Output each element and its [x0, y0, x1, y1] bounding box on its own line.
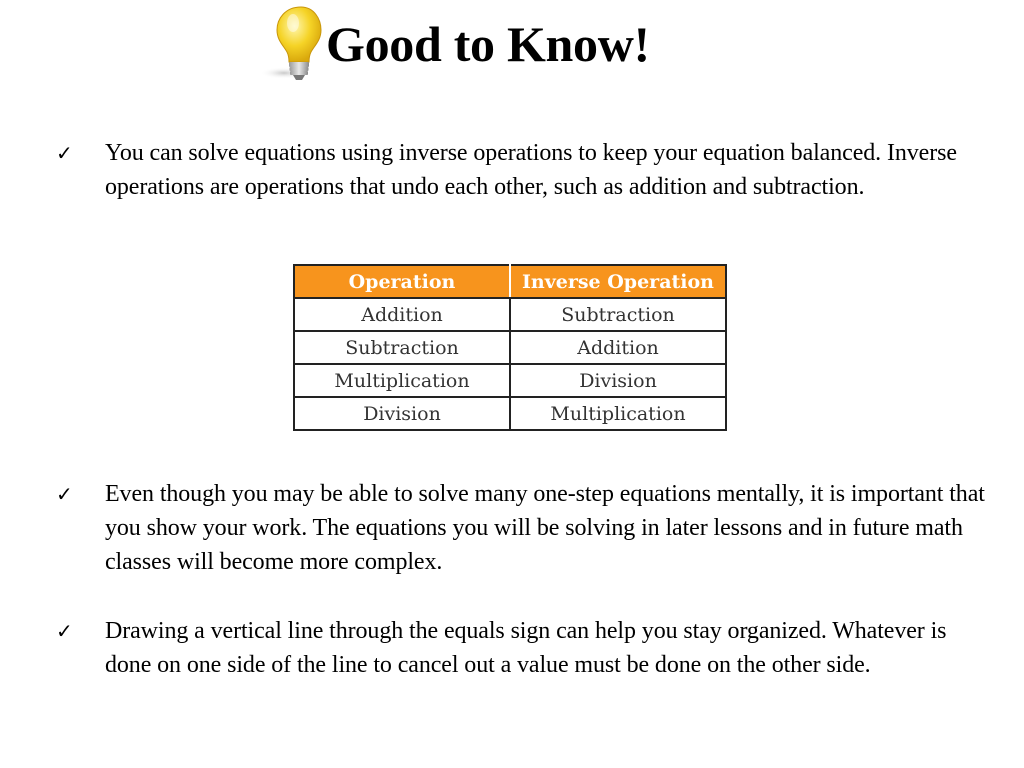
checkmark-icon: ✓ — [56, 141, 73, 165]
table-cell: Division — [510, 364, 726, 397]
title-area — [258, 2, 650, 86]
table-cell: Addition — [294, 298, 510, 331]
checkmark-icon: ✓ — [56, 482, 73, 506]
table-row — [294, 331, 726, 364]
table-cell: Subtraction — [510, 298, 726, 331]
inverse-operations-table — [293, 264, 727, 431]
table-cell: Subtraction — [294, 331, 510, 364]
bullet-text-1: You can solve equations using inverse operations to keep your equation balanced. Inverse operations are operations that undo each other, such as addition and subtraction. — [105, 140, 957, 200]
table-header-row — [294, 265, 726, 298]
table-cell: Multiplication — [294, 364, 510, 397]
table-row — [294, 364, 726, 397]
column-header-operation: Operation — [294, 265, 510, 298]
table-row — [294, 298, 726, 331]
bullet-text-3: Drawing a vertical line through the equals sign can help you stay organized. Whatever is done on one side of the line to cancel out a value must be done on the other side. — [105, 618, 947, 678]
table-cell: Multiplication — [510, 397, 726, 430]
page-title: Good to Know! — [326, 16, 650, 72]
table-cell: Addition — [510, 331, 726, 364]
bullet-text-2: Even though you may be able to solve many one-step equations mentally, it is important that you show your work. The equations you will be solving in later lessons and in future math classes will become more complex. — [105, 481, 985, 575]
table-cell: Division — [294, 397, 510, 430]
checkmark-icon: ✓ — [56, 619, 73, 643]
table-row — [294, 397, 726, 430]
column-header-inverse-operation: Inverse Operation — [510, 265, 726, 298]
lightbulb-icon — [258, 3, 330, 85]
